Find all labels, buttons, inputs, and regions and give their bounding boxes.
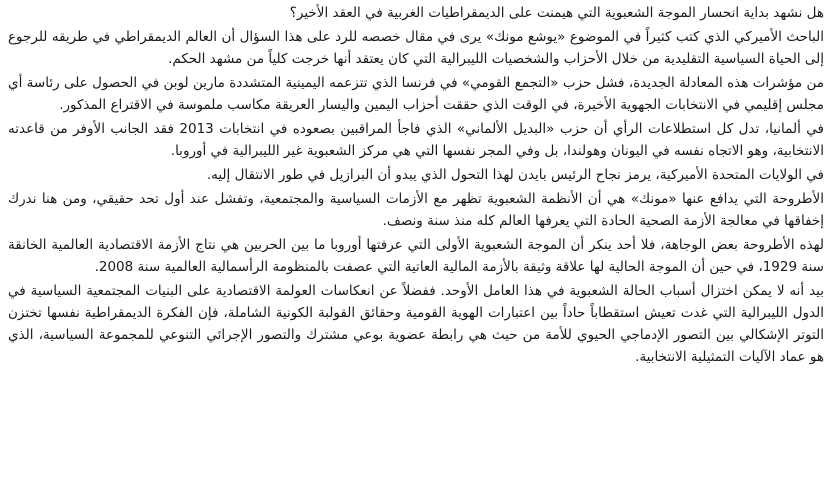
paragraph-germany: في ألمانيا، تدل كل استطلاعات الرأي أن حزب «البديل الألماني» الذي فاجأ المراقبين بصعوده في انتخابات 2013 فقد الجانب الأوفر من قاعدته الانتخابية، وهو الاتجاه نفسه في اليونان وهولندا، بل وفي المجر نفسها التي هي مركز الشعبوية غير الليبرالية في أوروبا. bbox=[8, 121, 824, 159]
paragraph-usa: في الولايات المتحدة الأميركية، يرمز نجاح الرئيس بايدن لهذا التحول الذي يبدو أن البرازيل في طور الانتقال إليه. bbox=[206, 167, 824, 183]
paragraph-economic-crisis: لهذه الأطروحة بعض الوجاهة، فلا أحد ينكر أن الموجة الشعبوية الأولى التي عرفتها أوروبا ما بين الحربين هي نتاج الأزمة الاقتصادية العالمية الخانقة سنة 1929، في حين أن الموجة الحالية لها علاقة وثيقة بالأزمة المالية العاتية التي عصفت بالمنظومة الرأسمالية العالمية سنة 2008. bbox=[8, 237, 824, 275]
paragraph-france: من مؤشرات هذه المعادلة الجديدة، فشل حزب «التجمع القومي» في فرنسا الذي تتزعمه اليمينية المتشددة مارين لوبن في الحصول على رئاسة أي مجلس إقليمي في الانتخابات الجهوية الأخيرة، في الوقت الذي حققت أحزاب اليمين واليسار العريقة مكاسب ملموسة في الاقتراع المذكور. bbox=[8, 75, 824, 113]
paragraph-question: هل نشهد بداية انحسار الموجة الشعبوية التي هيمنت على الديمقراطيات الغربية في العقد الأخير؟ bbox=[289, 5, 824, 21]
paragraph-monk-argument: الأطروحة التي يدافع عنها «مونك» هي أن الأنظمة الشعبوية تظهر مع الأزمات السياسية والمجتمعية، وتفشل عند أول تحد حقيقي، ومن هنا ندرك إخفاقها في معالجة الأزمة الصحية الحادة التي يعرفها العالم كله منذ سنة ونصف. bbox=[8, 191, 824, 229]
paragraph-monk-thesis: الباحث الأميركي الذي كتب كثيراً في الموضوع «يوشع مونك» يرى في مقال خصصه للرد على هذا السؤال أن العالم الديمقراطي في طريقه للرجوع إلى الحياة السياسية التقليدية من خلال الأحزاب والشخصيات الليبرالية التي كان يعتقد أنها خرجت كلياً من مشهد الحكم. bbox=[8, 29, 824, 67]
paragraph-populism-causes: بيد أنه لا يمكن اختزال أسباب الحالة الشعبوية في هذا العامل الأوحد. ففضلاً عن انعكاسات العولمة الاقتصادية على البنيات المجتمعية السياسية في الدول الليبرالية التي غدت تعيش استقطاباً حاداً بين اعتبارات الهوية القومية وحقائق القولبة الكونية الشاملة، فإن الفكرة الديمقراطية نفسها تختزن التوتر الإشكالي بين التصور الإدماجي الحيوي للأمة من حيث هي رابطة عضوية بوعي مشترك والتصور الإجرائي التنوعي للمجموعة السياسية، الذي هو عماد الآليات التمثيلية الانتخابية. bbox=[8, 283, 824, 365]
